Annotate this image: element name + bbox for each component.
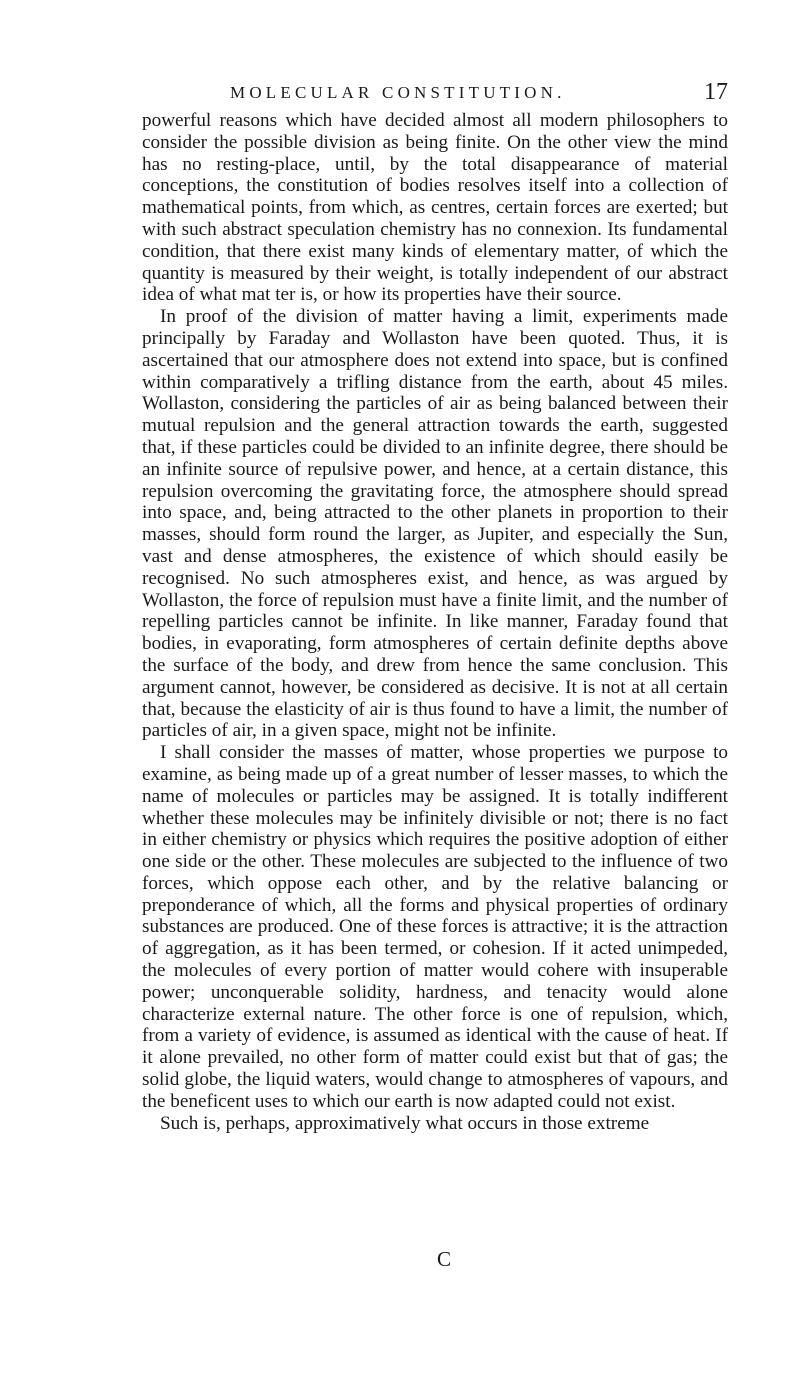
paragraph-atmosphere-argument: In proof of the division of matter having a limit, experiments made principally by Faraday and Wollaston have been quoted. Thus, it is ascertained that our atmosphere does not extend into space, but is confined within comparatively a trifling distance from the earth, about 45 miles. Wollaston, considering the particles of air as being balanced between their mutual repulsion and the general attraction towards the earth, suggested that, if these particles could be divided to an infinite degree, there should be an infinite source of repulsive power, and hence, at a certain distance, this repulsion overcoming the gravitating force, the atmosphere should spread into space, and, being attracted to the other planets in proportion to their masses, should form round the larger, as Jupiter, and especially the Sun, vast and dense atmospheres, the existence of which should easily be recognised. No such atmospheres exist, and hence, as was argued by Wollaston, the force of repulsion must have a finite limit, and the number of repelling particles cannot be infinite. In like manner, Faraday found that bodies, in evaporating, form atmospheres of certain definite depths above the surface of the body, and drew from hence the same conclusion. This argument cannot, however, be considered as decisive. It is not at all certain that, because the elasticity of air is thus found to have a limit, the number of particles of air, in a given space, might not be infinite.	[142, 306, 728, 742]
paragraph-final-line: Such is, perhaps, approximatively what occurs in those extreme	[160, 1112, 650, 1134]
page-number: 17	[704, 79, 728, 105]
page-header	[142, 79, 728, 110]
running-title: MOLECULAR CONSTITUTION.	[230, 83, 566, 102]
body-text	[142, 110, 728, 1134]
paragraph-continuation: powerful reasons which have decided almost all modern philosophers to consider the possible division as being finite. On the other view the mind has no resting-place, until, by the total disappearance of material conceptions, the constitution of bodies resolves itself into a collection of mathematical points, from which, as centres, certain forces are exerted; but with such abstract speculation chemistry has no connexion. Its fundamental condition, that there exist many kinds of elementary matter, of which the quantity is measured by their weight, is totally independent of our abstract idea of what mat ter is, or how its properties have their source.	[142, 110, 728, 306]
signature-mark: C	[437, 1247, 452, 1271]
paragraph-molecules-forces: I shall consider the masses of matter, whose properties we purpose to examine, as being made up of a great number of lesser masses, to which the name of molecules or particles may be assigned. It is totally indifferent whether these molecules may be infinitely divisible or not; there is no fact in either chemistry or physics which requires the positive adoption of either one side or the other. These molecules are subjected to the influence of two forces, which oppose each other, and by the relative balancing or preponderance of which, all the forms and physical properties of ordinary substances are produced. One of these forces is attractive; it is the attraction of aggregation, as it has been termed, or cohesion. If it acted unimpeded, the molecules of every portion of matter would cohere with insuperable power; unconquerable solidity, hardness, and tenacity would alone characterize external nature. The other force is one of repulsion, which, from a variety of evidence, is assumed as identical with the cause of heat. If it alone prevailed, no other form of matter could exist but that of gas; the solid globe, the liquid waters, would change to atmospheres of vapours, and the beneficent uses to which our earth is now adapted could not exist.	[142, 742, 728, 1112]
